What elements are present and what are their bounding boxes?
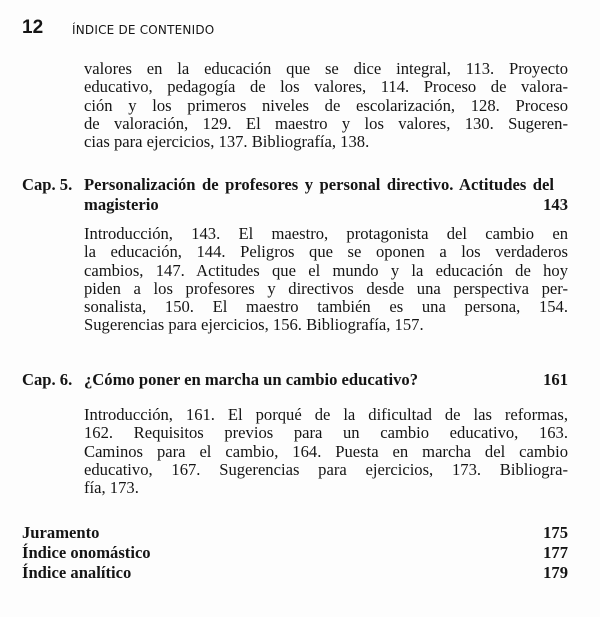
chapter-title: ¿Cómo poner en marcha un cambio educativo? (84, 370, 419, 389)
chapter-4-summary (84, 60, 568, 151)
chapter-5-heading[interactable] (22, 175, 568, 215)
text-line: cambios, 147. Actitudes que el mundo y la educación de hoy (84, 261, 568, 280)
text-line: Introducción, 161. El porqué de la dificultad de las reformas, (84, 406, 568, 424)
text-line: educativo, 167. Sugerencias para ejercicios, 173. Bibliogra- (84, 460, 568, 479)
chapter-6-summary (84, 406, 568, 497)
text-line: Introducción, 143. El maestro, protagonista del cambio en (84, 225, 568, 243)
text-line: educativo, pedagogía de los valores, 114. Proceso de valora- (84, 78, 568, 97)
running-title: ÍNDICE DE CONTENIDO (72, 23, 215, 37)
toc-entry-indice-analitico[interactable] (22, 563, 568, 583)
text-line: 162. Requisitos previos para un cambio educativo, 163. (84, 424, 568, 443)
chapter-label: Cap. 5. (22, 175, 73, 194)
entry-title: Índice analítico (22, 563, 132, 582)
entry-title: Juramento (22, 523, 100, 542)
text-line: sonalista, 150. El maestro también es una persona, 154. (84, 298, 568, 317)
text-line: ción y los primeros niveles de escolarización, 128. Proceso (84, 96, 568, 115)
entry-page: 175 (543, 523, 568, 542)
chapter-5-summary (84, 225, 568, 335)
chapter-page: 161 (543, 370, 568, 389)
text-line: de valoración, 129. El maestro y los valores, 130. Sugeren- (84, 114, 568, 133)
page-number: 12 (22, 17, 44, 38)
text-line: valores en la educación que se dice integral, 113. Proyecto (84, 60, 568, 78)
text-line: fía, 173. (84, 479, 139, 498)
text-line: la educación, 144. Peligros que se oponen a los verdaderos (84, 243, 568, 262)
entry-page: 177 (543, 543, 568, 562)
entry-title: Índice onomástico (22, 543, 151, 562)
chapter-title: Personalización de profesores y personal directivo. Actitudes del magisterio (84, 175, 554, 214)
chapter-page: 143 (543, 195, 568, 214)
chapter-label: Cap. 6. (22, 370, 73, 389)
toc-entry-indice-onomastico[interactable] (22, 543, 568, 563)
toc-entry-juramento[interactable] (22, 523, 568, 543)
text-line: Caminos para el cambio, 164. Puesta en marcha del cambio (84, 442, 568, 461)
entry-page: 179 (543, 563, 568, 582)
text-line: piden a los profesores y directivos desde una perspectiva per- (84, 279, 568, 298)
chapter-6-heading[interactable] (22, 370, 568, 390)
text-line: cias para ejercicios, 137. Bibliografía, 138. (84, 133, 370, 152)
text-line: Sugerencias para ejercicios, 156. Bibliografía, 157. (84, 316, 424, 335)
